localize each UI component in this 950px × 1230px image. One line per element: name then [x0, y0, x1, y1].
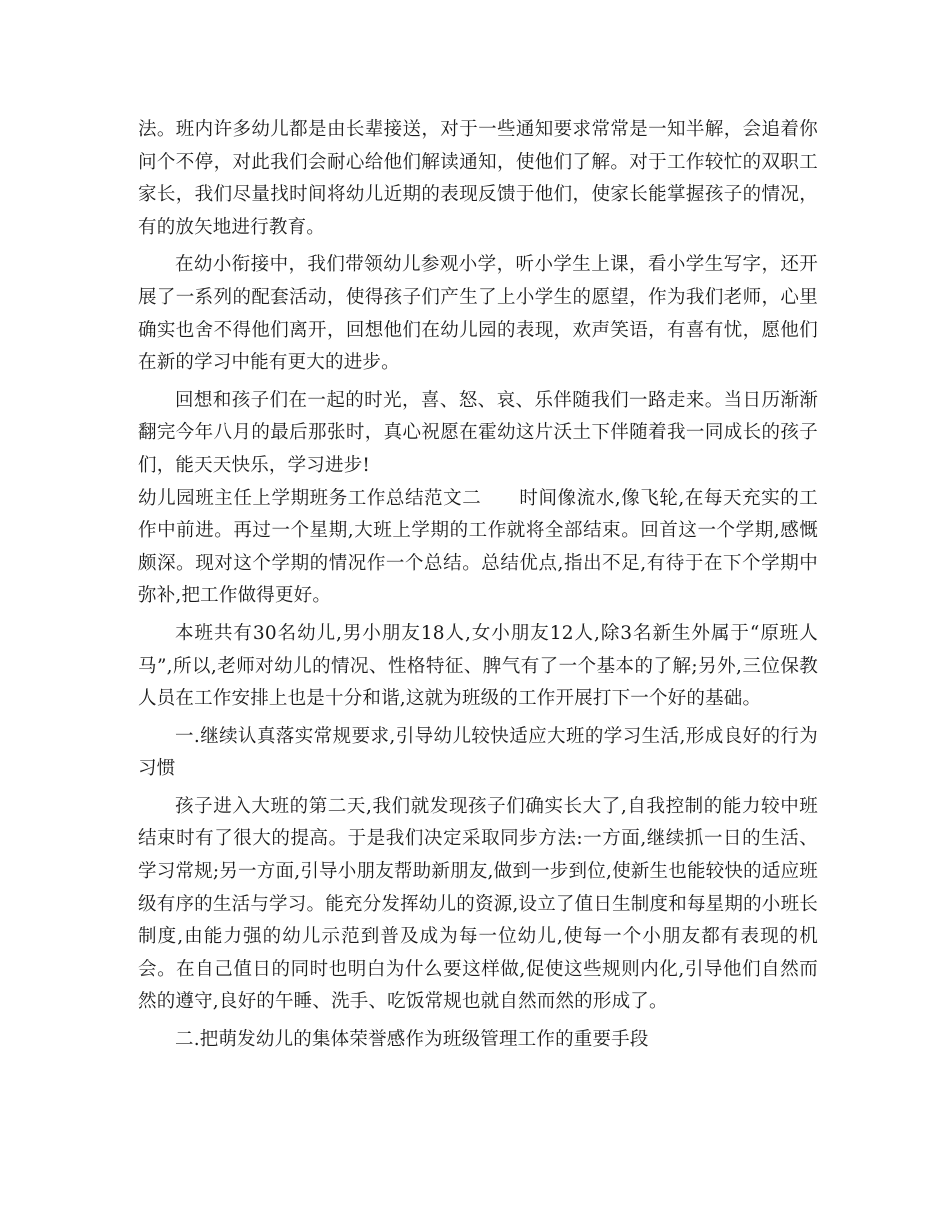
section-heading-routines: 一.继续认真落实常规要求,引导幼儿较快适应大班的学习生活,形成良好的行为习惯	[138, 725, 818, 780]
paragraph-routines: 孩子进入大班的第二天,我们就发现孩子们确实长大了,自我控制的能力较中班结束时有了很大的提高。于是我们决定采取同步方法:一方面,继续抓一日的生活、学习常规;另一方面,引导小朋友帮助新朋友,做到一步到位,使新生也能较快的适应班级有序的生活与学习。能充分发挥幼儿的资源,设立了值日生制度和每星期的小班长制度,由能力强的幼儿示范到普及成为每一位幼儿,使每一个小朋友都有表现的机会。在自己值日的同时也明白为什么要这样做,促使这些规则内化,引导他们自然而然的遵守,良好的午睡、洗手、吃饭常规也就自然而然的形成了。	[138, 795, 818, 1013]
paragraph-school-transition: 在幼小衔接中，我们带领幼儿参观小学，听小学生上课，看小学生写字，还开展了一系列的配套活动，使得孩子们产生了上小学生的愿望，作为我们老师，心里确实也舍不得他们离开，回想他们在幼儿园的表现，欢声笑语，有喜有忧，愿他们在新的学习中能有更大的进步。	[138, 254, 818, 374]
document-page	[138, 114, 818, 1057]
paragraph-class-composition: 本班共有30名幼儿,男小朋友18人,女小朋友12人,除3名新生外属于“原班人马”,所以,老师对幼儿的情况、性格特征、脾气有了一个基本的了解;另外,三位保教人员在工作安排上也是十分和谐,这就为班级的工作开展打下一个好的基础。	[138, 622, 818, 710]
paragraph-parent-communication: 法。班内许多幼儿都是由长辈接送，对于一些通知要求常常是一知半解，会追着你问个不停，对此我们会耐心给他们解读通知，使他们了解。对于工作较忙的双职工家长，我们尽量找时间将幼儿近期的表现反馈于他们，使家长能掌握孩子的情况，有的放矢地进行教育。	[138, 119, 818, 238]
paragraph-reflection: 回想和孩子们在一起的时光，喜、怒、哀、乐伴随我们一路走来。当日历渐渐翻完今年八月的最后那张时，真心祝愿在霍幼这片沃土下伴随着我一同成长的孩子们，能天天快乐，学习进步!	[138, 389, 818, 476]
section-heading-collective-honor: 二.把萌发幼儿的集体荣誉感作为班级管理工作的重要手段	[175, 1029, 649, 1051]
paragraph-summary-heading: 幼儿园班主任上学期班务工作总结范文二 时间像流水,像飞轮,在每天充实的工作中前进。再过一个星期,大班上学期的工作就将全部结束。回首这一个学期,感慨颇深。现对这个学期的情况作一个总结。总结优点,指出不足,有待于在下个学期中弥补,把工作做得更好。	[138, 487, 818, 607]
